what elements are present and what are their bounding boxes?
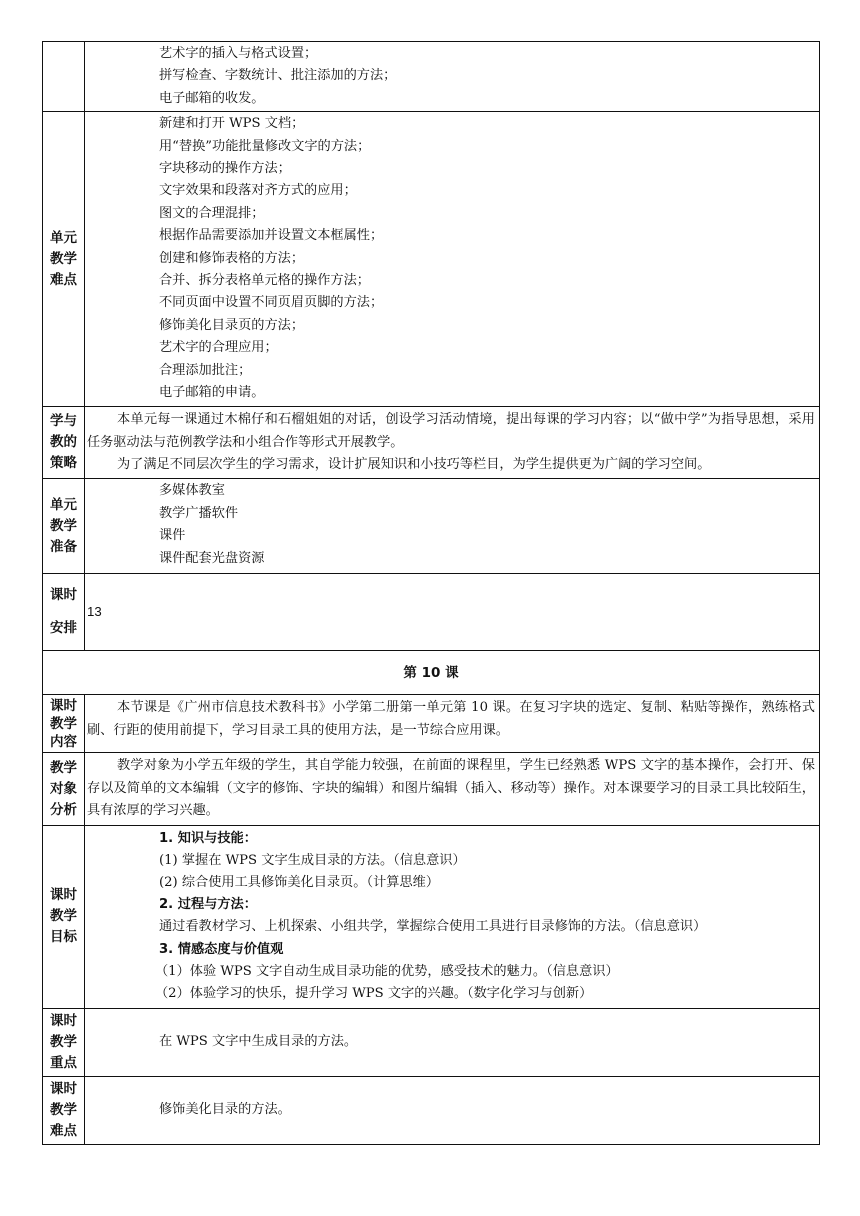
label-unit-difficulties: 单元 教学 难点 [43,112,85,407]
row-schedule [43,574,820,651]
list-item: 艺术字的插入与格式设置； [159,46,318,61]
analysis-text [85,753,820,825]
list-item: 字块移动的操作方法； [159,161,291,177]
row-lesson-title [43,651,820,695]
goal-heading: 1. 知识与技能： [159,830,257,846]
list-item: 拼写检查、字数统计、批注添加的方法； [159,68,397,84]
list-item: 创建和修饰表格的方法； [159,250,305,266]
difficulties-list [85,112,820,407]
preparation-list [85,479,820,574]
label-preparation: 单元 教学 准备 [43,479,85,574]
goal-item: 通过看教材学习、上机探索、小组共学，掌握综合使用工具进行目录修饰的方法。（信息意识） [159,919,707,935]
row-difficulty [43,1076,820,1144]
list-item: 用“替换”功能批量修改文字的方法； [159,138,371,154]
lesson-plan-table [42,41,820,1145]
key-point-text: 在 WPS 文字中生成目录的方法。 [85,1008,820,1076]
content-text [85,695,820,753]
list-item: 修饰美化目录页的方法； [159,317,305,333]
goal-item: （1）体验 WPS 文字自动生成目录功能的优势，感受技术的魅力。（信息意识） [155,963,619,979]
schedule-value: 13 [85,574,820,651]
label-schedule: 课时 安排 [43,574,85,651]
list-item: 图文的合理混排； [159,205,265,221]
label-goals: 课时 教学 目标 [43,825,85,1008]
paragraph: 本单元每一课通过木棉仔和石榴姐姐的对话，创设学习活动情境，提出每课的学习内容；以“做中学”为指导思想，采用任务驱动法与范例教学法和小组合作等形式开展教学。 [87,412,815,450]
list-item: 课件 [159,528,186,544]
list-item: 不同页面中设置不同页眉页脚的方法； [159,295,384,311]
goal-item: (2) 综合使用工具修饰美化目录页。（计算思维） [159,875,440,891]
label-key-point: 课时 教学 重点 [43,1008,85,1076]
list-item: 艺术字的合理应用； [159,340,278,356]
list-item: 电子邮箱的收发。 [159,90,265,106]
paragraph: 本节课是《广州市信息技术教科书》小学第二册第一单元第 10 课。在复习字块的选定、复制、粘贴等操作，熟练格式刷、行距的使用前提下，学习目录工具的使用方法，是一节综合应用课。 [87,700,815,738]
list-item: 合理添加批注； [159,362,252,378]
row-unit-difficulties [43,112,820,407]
list-item: 教学广播软件 [159,505,239,521]
goal-item: （2）体验学习的快乐，提升学习 WPS 文字的兴趣。（数字化学习与创新） [155,986,593,1002]
row-goals [43,825,820,1008]
label-empty [43,42,85,112]
goal-heading: 2. 过程与方法： [159,897,257,913]
label-strategy: 学与 教的 策略 [43,407,85,479]
label-difficulty: 课时 教学 难点 [43,1076,85,1144]
goal-item: (1) 掌握在 WPS 文字生成目录的方法。（信息意识） [159,852,466,868]
list-item: 电子邮箱的申请。 [159,385,265,401]
label-analysis: 教学 对象 分析 [43,753,85,825]
row-analysis [43,753,820,825]
paragraph: 为了满足不同层次学生的学习需求，设计扩展知识和小技巧等栏目，为学生提供更为广阔的学习空间。 [117,457,711,473]
row-strategy [43,407,820,479]
list-item: 新建和打开 WPS 文档； [159,116,305,132]
top-list [85,42,820,112]
row-key-point [43,1008,820,1076]
strategy-text [85,407,820,479]
row-top-continuation [43,42,820,112]
list-item: 课件配套光盘资源 [159,550,265,566]
row-content [43,695,820,753]
list-item: 多媒体教室 [159,483,225,499]
goal-heading: 3. 情感态度与价值观 [159,941,284,957]
row-preparation [43,479,820,574]
lesson-title: 第 10 课 [43,651,820,695]
list-item: 文字效果和段落对齐方式的应用； [159,183,357,199]
difficulty-text: 修饰美化目录的方法。 [85,1076,820,1144]
goals-list [85,825,820,1008]
list-item: 合并、拆分表格单元格的操作方法； [159,273,370,289]
paragraph: 教学对象为小学五年级的学生，其自学能力较强，在前面的课程里，学生已经熟悉 WPS 文字的基本操作，会打开、保存以及简单的文本编辑（文字的修饰、字块的编辑）和图片编辑（插入、移动等）操作。对本课要学习的目录工具比较陌生，具有浓厚的学习兴趣。 [87,758,815,819]
list-item: 根据作品需要添加并设置文本框属性； [159,228,384,244]
label-content: 课时 教学 内容 [43,695,85,753]
